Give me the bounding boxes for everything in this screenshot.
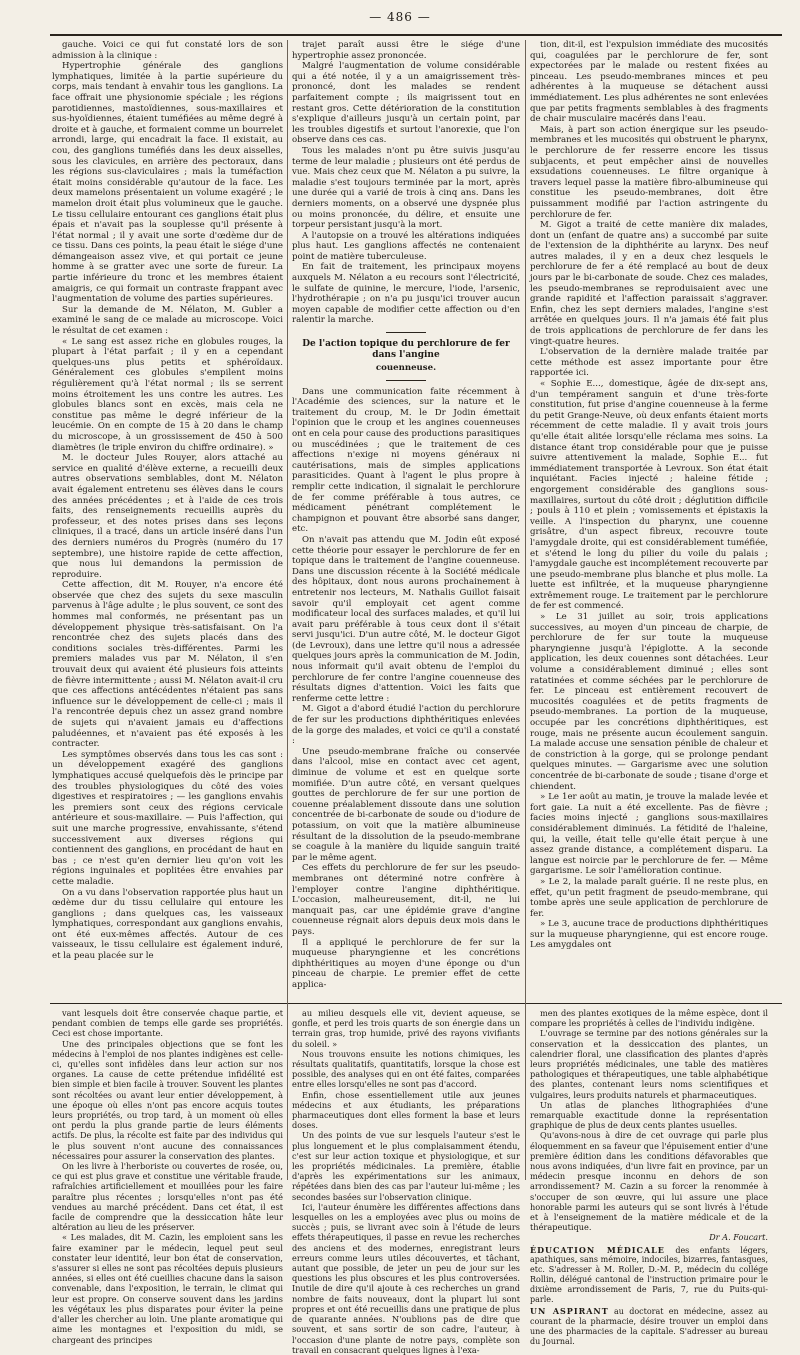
paragraph: Hypertrophie générale des ganglions lymphatiques, limitée à la partie supérieure du corps, mais tendant à envahir tous les ganglions. La face offrait une physionomie spéciale ; les régions parotidiennes, mastoïdiennes, sous-maxillaires et sus-hyoïdiennes, étaient tuméfiées au même degré à droite et à gauche, et formaient comme un bourrelet arrondi, large, qui encadrait la face. Il existait, au cou, des ganglions tuméfiés dans les deux aisselles, sous les clavicules, en arrière des pectoraux, dans les régions sus-claviculaires ; mais la tuméfaction était moins considérable qu'autour de la face. Les deux mamelons présentaient un volume exagéré ; le mamelon droit était plus volumineux que le gauche. Le tissu cellulaire entourant ces ganglions était plus épais et n'avait pas la souplesse qu'il présente à l'état normal ; il y avait une sorte d'œdème dur de ce tissu. Dans ces points, la peau était le siége d'une démangeaison assez vive, et qui portait ce jeune homme à se gratter avec une sorte de fureur. La partie inférieure du tronc et les membres étaient amaigris, ce qui formait un contraste frappant avec l'augmentation de volume des parties supérieures.	[52, 61, 283, 305]
paragraph: » Le 1er août au matin, je trouve la malade levée et fort gaie. La nuit a été excellente. Pas de fièvre ; facies moins injecté ; ganglions sous-maxillaires considérablement diminués. La fétidité de l'haleine, qui, la veille, était telle qu'elle était perçue à une assez grande distance, a complétement disparu. La langue est noircie par le perchlorure de fer. — Même gargarisme. Le soir l'amélioration continue.	[530, 792, 768, 877]
page-number: — 486 —	[369, 10, 431, 24]
bottom-column-2	[292, 1008, 520, 1355]
column-3	[530, 40, 768, 1000]
paragraph: » Le 2, la malade paraît guérie. Il ne reste plus, en effet, qu'un petit fragment de pseudo-membrane, qui tombe après une seule application de perchlorure de fer.	[530, 876, 768, 919]
paragraph: Mais, à part son action énergique sur les pseudo-membranes et les mucosités qui obstruent le pharynx, le perchlorure de fer resserre encore les tissus subjacents, et peut empêcher ainsi de nouvelles exsudations couenneuses. Le filtre organique à travers lequel passe la matière fibro-albumineuse qui constitue les pseudo-membranes, doit être puissamment modifié par l'action astringente du perchlorure de fer.	[530, 124, 768, 220]
ad-title: ÉDUCATION MÉDICALE	[530, 1244, 665, 1255]
paragraph: Ces effets du perchlorure de fer sur les pseudo-membranes ont déterminé notre confrère à l'employer contre l'angine diphthéritique. L'occasion, malheureusement, dit-il, ne lui manquait pas, car une épidémie grave d'angine couenneuse régnait alors depuis deux mois dans le pays.	[292, 863, 520, 937]
column-rule-2	[525, 40, 526, 1180]
paragraph: trajet paraît aussi être le siége d'une hypertrophie assez prononcée.	[292, 40, 520, 61]
paragraph: En fait de traitement, les principaux moyens auxquels M. Nélaton a eu recours sont l'électricité, le sulfate de quinine, le mercure, l'iode, l'arsenic, l'hydrothérapie ; on n'a pu jusqu'ici trouver aucun moyen capable de modifier cette affection ou d'en ralentir la marche.	[292, 262, 520, 326]
paragraph: L'ouvrage se termine par des notions générales sur la conservation et la dessiccation des plantes, un calendrier floral, une classification des plantes d'après leurs propriétés médicinales, une table des matières pathologiques et thérapeutiques, une table alphabétique des plantes, contenant leurs noms scientifiques et vulgaires, leurs produits naturels et pharmaceutiques.	[530, 1028, 768, 1100]
classified-ad-education	[530, 1246, 768, 1305]
paragraph: Les symptômes observés dans tous les cas sont : un développement exagéré des ganglions lymphatiques accusé quelquefois dès le principe par des troubles physiologiques du côté des voies digestives et respiratoires ; — les ganglions envahis les premiers sont ceux des régions cervicale antérieure et sous-maxillaire. — Puis l'affection, qui suit une marche progressive, envahissante, s'étend successivement aux diverses régions qui contiennent des ganglions, en procédant de haut en bas ; ce n'est qu'en dernier lieu qu'on voit les régions inguinales et poplitées être envahies par cette maladie.	[52, 749, 283, 887]
paragraph: M. Gigot a d'abord étudié l'action du perchlorure de fer sur les productions diphthéritiques enlevées de la gorge des malades, et voici ce qu'il a constaté :	[292, 704, 520, 747]
ad-text: des enfants légers, apathiques, sans mémoire, indociles, bizarres, fantasques, etc. S'adresser à M. Roller, D.-M. P., médecin du collége Rollin, délégué cantonal de l'instruction primaire pour le dixième arrondissement de Paris, 7, rue du Puits-qui-parle.	[530, 1245, 769, 1304]
column-2	[292, 40, 520, 1000]
paragraph: tion, dit-il, est l'expulsion immédiate des mucosités qui, coagulées par le perchlorure de fer, sont expectorées par le malade ou restent fixées au pinceau. Les pseudo-membranes minces et peu adhérentes à la muqueuse se détachent aussi immédiatement. Les plus adhérentes ne sont enlevées que par petits fragments semblables à des fragments de chair musculaire macérés dans l'eau.	[530, 40, 768, 125]
paragraph: au milieu desquels elle vit, devient aqueuse, se gonfle, et perd les trois quarts de son énergie dans un terrain gras, trop humide, privé des rayons vivifiants du soleil. »	[292, 1008, 520, 1049]
paragraph: M. Gigot a traité de cette manière dix malades, dont un (enfant de quatre ans) a succombé par suite de l'extension de la diphthérite au larynx. Des neuf autres malades, il y en a deux chez lesquels le perchlorure de fer a été remplacé au bout de deux jours par le bi-carbonate de soude. Chez ces malades, les pseudo-membranes se reproduisaient avec une grande rapidité et l'affection paraissait s'aggraver. Enfin, chez les sept derniers malades, l'angine s'est arrêtée en quelques jours. Il n'a jamais été fait plus de trois applications de perchlorure de fer dans les vingt-quatre heures.	[530, 220, 768, 347]
article-heading: De l'action topique du perchlorure de fer dans l'angine	[302, 339, 510, 361]
section-divider	[50, 1003, 782, 1004]
paragraph: Qu'avons-nous à dire de cet ouvrage qui parle plus éloquemment en sa faveur que l'épuisement entier d'une première édition dans les conditions défavorables que nous avons indiquées, d'un livre fait en province, par un médecin presque inconnu en dehors de son arrondissement? M. Cazin a su forcer la renommée à s'occuper de son œuvre, qui lui assure une place honorable parmi les auteurs qui se sont livrés à l'étude et à l'enseignement de la matière médicale et de la thérapeutique.	[530, 1130, 768, 1233]
paragraph: Il a appliqué le perchlorure de fer sur la muqueuse pharyngienne et les concrétions diphthéritiques au moyen d'une éponge ou d'un pinceau de charpie. Le premier effet de cette applica-	[292, 937, 520, 990]
paragraph: Tous les malades n'ont pu être suivis jusqu'au terme de leur maladie ; plusieurs ont été perdus de vue. Mais chez ceux que M. Nélaton a pu suivre, la maladie s'est toujours terminée par la mort, après une durée qui a varié de trois à cinq ans. Dans les derniers moments, on a observé une dyspnée plus ou moins prononcée, du délire, et ensuite une torpeur persistant jusqu'à la mort.	[292, 145, 520, 231]
paragraph: M. le docteur Jules Rouyer, alors attaché au service en qualité d'élève externe, a recueilli deux autres observations semblables, dont M. Nélaton avait également entretenu ses élèves dans le cours des années précédentes ; et à l'aide de ces trois faits, des renseignements recueillis auprès du professeur, et des notes prises dans ses leçons cliniques, il a tracé, dans un article inséré dans l'un des derniers numéros du Progrès (numéro du 17 septembre), une histoire rapide de cette affection, que nous lui demandons la permission de reproduire.	[52, 453, 283, 580]
article-separator	[386, 332, 426, 333]
paragraph: gauche. Voici ce qui fut constaté lors de son admission à la clinique :	[52, 40, 283, 61]
paragraph: Un des points de vue sur lesquels l'auteur s'est le plus longuement et le plus complaisamment étendu, c'est sur leur action toxique et physiologique, et sur les propriétés médicinales. La première, établie d'après les expérimentations sur les animaux, répétées dans bien des cas par l'auteur lui-même ; les secondes basées sur l'observation clinique.	[292, 1130, 520, 1202]
heading-separator	[386, 380, 426, 381]
column-2-article-body	[292, 387, 520, 991]
signature: Dr A. Foucart.	[709, 1232, 768, 1243]
paragraph: Sur la demande de M. Nélaton, M. Gubler a examiné le sang de ce malade au microscope. Voici le résultat de cet examen :	[52, 304, 283, 337]
paragraph: » Le 31 juillet au soir, trois applications successives, au moyen d'un pinceau de charpie, de perchlorure de fer sur toute la muqueuse pharyngienne jusqu'à l'épiglotte. A la seconde application, les deux couennes sont détachées. Leur volume a considérablement diminué ; elles sont ratatinées et comme séchées par le perchlorure de fer. Le pinceau est entièrement recouvert de mucosités coagulées et de petits fragments de pseudo-membranes. La portion de la muqueuse, occupée par les concrétions diphthéritiques, est rouge, mais ne présente aucun écoulement sanguin. La malade accuse une sensation pénible de chaleur et de constriction à la gorge, qui se prolonge pendant quelques minutes. — Gargarisme avec une solution concentrée de bi-carbonate de soude ; tisane d'orge et chiendent.	[530, 612, 769, 792]
paragraph: » Le 3, aucune trace de productions diphthéritiques sur la muqueuse pharyngienne, qui est encore rouge. Les amygdales ont	[530, 919, 768, 951]
paragraph: Un atlas de planches lithographiées d'une remarquable exactitude donne la représentation graphique de plus de deux cents plantes usuelles.	[530, 1099, 768, 1131]
paragraph: Dans une communication faite récemment à l'Académie des sciences, sur la nature et le traitement du croup, M. le Dr Jodin émettait l'opinion que le croup et les angines couenneuses ont en cela pour cause des productions parasitiques ou muscédinées ; que le traitement de ces affections n'exige ni moyens généraux ni cautérisations, mais de simples applications parasiticides. Quant à l'agent le plus propre à remplir cette indication, il signalait le perchlorure de fer comme préférable à tous autres, ce médicament pénétrant complétement le champignon et pouvant être absorbé sans danger, etc.	[292, 386, 520, 535]
paragraph: Une des principales objections que se font les médecins à l'emploi de nos plantes indigènes est celle-ci, qu'elles sont infidèles dans leur action sur nos organes. La cause de cette prétendue infidélité est bien simple et bien facile à trouver. Souvent les plantes sont récoltées ou avant leur entier développement, à une époque où elles n'ont pas encore acquis toutes leurs propriétés, ou trop tard, à un moment où elles ont perdu la plus grande partie de leurs éléments actifs. De plus, la récolte est faite par des individus qui le plus souvent n'ont aucune des connaissances nécessaires pour assurer la conservation des plantes.	[52, 1038, 283, 1161]
column-1	[52, 40, 283, 1000]
paragraph: Une pseudo-membrane fraîche ou conservée dans l'alcool, mise en contact avec cet agent, diminue de volume et est en quelque sorte momifiée. D'un autre côté, en versant quelques gouttes de perchlorure de fer sur une portion de couenne préalablement dissoute dans une solution concentrée de bi-carbonate de soude ou d'iodure de potassium, on voit que la matière albumineuse résultant de la dissolution de la pseudo-membrane se coagule à la manière du liquide sanguin traité par le même agent.	[292, 746, 520, 863]
classified-ad-aspirant	[530, 1307, 768, 1346]
paragraph: On a vu dans l'observation rapportée plus haut un œdème dur du tissu cellulaire qui entoure les ganglions ; dans quelques cas, les vaisseaux lymphatiques, correspondant aux ganglions envahis, ont été eux-mêmes affectés. Autour de ces vaisseaux, le tissu cellulaire est également induré, et la peau placée sur le	[52, 887, 283, 962]
bottom-column-3	[530, 1008, 769, 1346]
ad-text: au doctorat en médecine, assez au courant de la pharmacie, désire trouver un emploi dans une des pharmacies de la capitale. S'adresser au bureau du Journal.	[530, 1307, 769, 1346]
column-2-article-end	[292, 40, 520, 326]
paragraph: Ici, l'auteur énumère les différentes affections dans lesquelles on les a employées avec plus ou moins de succès ; puis, se livrant avec soin à l'étude de leurs effets thérapeutiques, il passe en revue les recherches des anciens et des modernes, enregistrant leurs erreurs comme leurs utiles découvertes, et tâchant, autant que possible, de jeter un peu de jour sur les questions les plus obscures et les plus controversées. Inutile de dire qu'il ajoute à ces recherches un grand nombre de faits nouveaux, dont la plupart lui sont propres et ont été recueillis dans une pratique de plus de quarante années. N'oublions pas de dire que souvent, et sans sortir de son cadre, l'auteur, à l'occasion d'une plante de notre pays, complète son travail en consacrant quelques lignes à l'exa-	[292, 1201, 520, 1355]
article-subheading: couenneuse.	[375, 363, 437, 374]
paragraph: Malgré l'augmentation de volume considérable qui a été notée, il y a un amaigrissement très-prononcé, dont les malades se rendent parfaitement compte ; ils maigrissent tout en restant gros. Cette détérioration de la constitution s'explique d'ailleurs jusqu'à un certain point, par les troubles digestifs et surtout l'anorexie, que l'on observe dans ces cas.	[292, 61, 520, 146]
paragraph: vant lesquels doit être conservée chaque partie, et pendant combien de temps elle garde ses propriétés. Ceci est chose importante.	[52, 1008, 283, 1039]
paragraph: « Les malades, dit M. Cazin, les emploient sans les faire examiner par le médecin, lequel peut seul constater leur identité, leur bon état de conservation, s'assurer si elles ne sont pas récoltées depuis plusieurs années, si elles ont été cueillies chacune dans la saison convenable, dans l'exposition, le terrain, le climat qui leur est propre. On conserve souvent dans les jardins les végétaux les plus disparates pour éviter la peine d'aller les chercher au loin. Une plante aromatique qui aime les montagnes et l'exposition du midi, se chargeant des principes	[52, 1232, 283, 1345]
column-rule-1	[287, 40, 288, 1180]
review-text	[530, 1008, 768, 1232]
paragraph: L'observation de la dernière malade traitée par cette méthode est assez importante pour être rapportée ici.	[530, 347, 768, 379]
top-rule	[50, 34, 782, 36]
paragraph: « Sophie E..., domestique, âgée de dix-sept ans, d'un tempérament sanguin et d'une très-forte constitution, fut prise d'angine couenneuse à la ferme du petit Grange-Neuve, où deux enfants étaient morts récemment de cette maladie. Il y avait trois jours qu'elle était alitée lorsqu'elle réclama mes soins. La distance étant trop considérable pour que je puisse suivre attentivement la malade, Sophie E... fut immédiatement transportée à Levroux. Son état était inquiétant. Facies injecté ; haleine fétide ; engorgement considérable des ganglions sous-maxillaires, surtout du côté droit ; déglutition difficile ; pouls à 110 et plein ; vomissements et épistaxis la veille. A l'inspection du pharynx, une couenne grisâtre, d'un aspect fibreux, recouvre toute l'amygdale droite, qui est considérablement tuméfiée, et s'étend le long du pilier du voile du palais ; l'amygdale gauche est incomplétement recouverte par une pseudo-membrane plus blanche et plus molle. La luette est infiltrée, et la muqueuse pharyngienne extrêmement rouge. Le traitement par le perchlorure de fer est commencé.	[530, 379, 768, 612]
paragraph: Enfin, chose essentiellement utile aux jeunes médecins et aux étudiants, les préparations pharmaceutiques dont elles forment la base et leurs doses.	[292, 1089, 520, 1131]
ad-title: UN ASPIRANT	[530, 1306, 609, 1317]
paragraph: Cette affection, dit M. Rouyer, n'a encore été observée que chez des sujets du sexe masculin parvenus à l'âge adulte ; le plus souvent, ce sont des hommes mal conformés, ne présentant pas un développement physique très-satisfaisant. On l'a rencontrée chez des sujets placés dans des conditions sociales très-différentes. Parmi les premiers malades vus par M. Nélaton, il s'en trouvait deux qui avaient été plusieurs fois atteints de fièvre intermittente ; aussi M. Nélaton avait-il cru que ces affections antécédentes n'étaient pas sans influence sur le développement de celle-ci ; mais il l'a rencontrée depuis chez un assez grand nombre de sujets qui n'avaient jamais eu d'affections paludéennes, et n'avaient pas été exposés à les contracter.	[52, 580, 283, 750]
bottom-column-1	[52, 1008, 283, 1345]
paragraph: On n'avait pas attendu que M. Jodin eût exposé cette théorie pour essayer le perchlorure de fer en topique dans le traitement de l'angine couenneuse. Dans une discussion récente à la Société médicale des hôpitaux, dont nous aurons prochainement à entretenir nos lecteurs, M. Nathalis Guillot faisait savoir qu'il employait cet agent comme modificateur local des surfaces malades, et qu'il lui avait paru préférable à tous ceux dont il s'était servi jusqu'ici. D'un autre côté, M. le docteur Gigot (de Levroux), dans une lettre qu'il nous a adressée quelques jours après la communication de M. Jodin, nous informait qu'il avait obtenu de l'emploi du perchlorure de fer contre l'angine couenneuse des résultats dignes d'attention. Voici les faits que renferme cette lettre :	[292, 534, 520, 704]
paragraph: A l'autopsie on a trouvé les altérations indiquées plus haut. Les ganglions affectés ne contenaient point de matière tuberculeuse.	[292, 230, 520, 262]
paragraph: On les livre à l'herboriste ou couvertes de rosée, ou, ce qui est plus grave et constitue une véritable fraude, rafraîchies artificiellement et mouillées pour les faire paraître plus récentes ; lorsqu'elles n'ont pas été vendues au marché précédent. Dans cet état, il est facile de comprendre que la dessiccation hâte leur altération au lieu de les préserver.	[52, 1161, 283, 1233]
paragraph: men des plantes exotiques de la même espèce, dont il compare les propriétés à celles de l'individu indigène.	[530, 1008, 768, 1029]
paragraph: Nous trouvons ensuite les notions chimiques, les résultats qualitatifs, quantitatifs, lorsque la chose est possible, des analyses qui en ont été faites, comparées entre elles lorsqu'elles ne sont pas d'accord.	[292, 1048, 520, 1090]
paragraph: « Le sang est assez riche en globules rouges, la plupart à l'état parfait ; il y en a cependant quelques-uns plus petits et sphéroïdaux. Généralement ces globules s'empilent moins régulièrement qu'à l'état normal ; ils se serrent moins étroitement les uns contre les autres. Les globules blancs sont en excès, mais cela ne constitue pas même le degré inférieur de la leucémie. On en compte de 15 à 20 dans le champ du microscope, à un grossissement de 450 à 500 diamètres (le triple environ du chiffre ordinaire). »	[52, 336, 283, 453]
